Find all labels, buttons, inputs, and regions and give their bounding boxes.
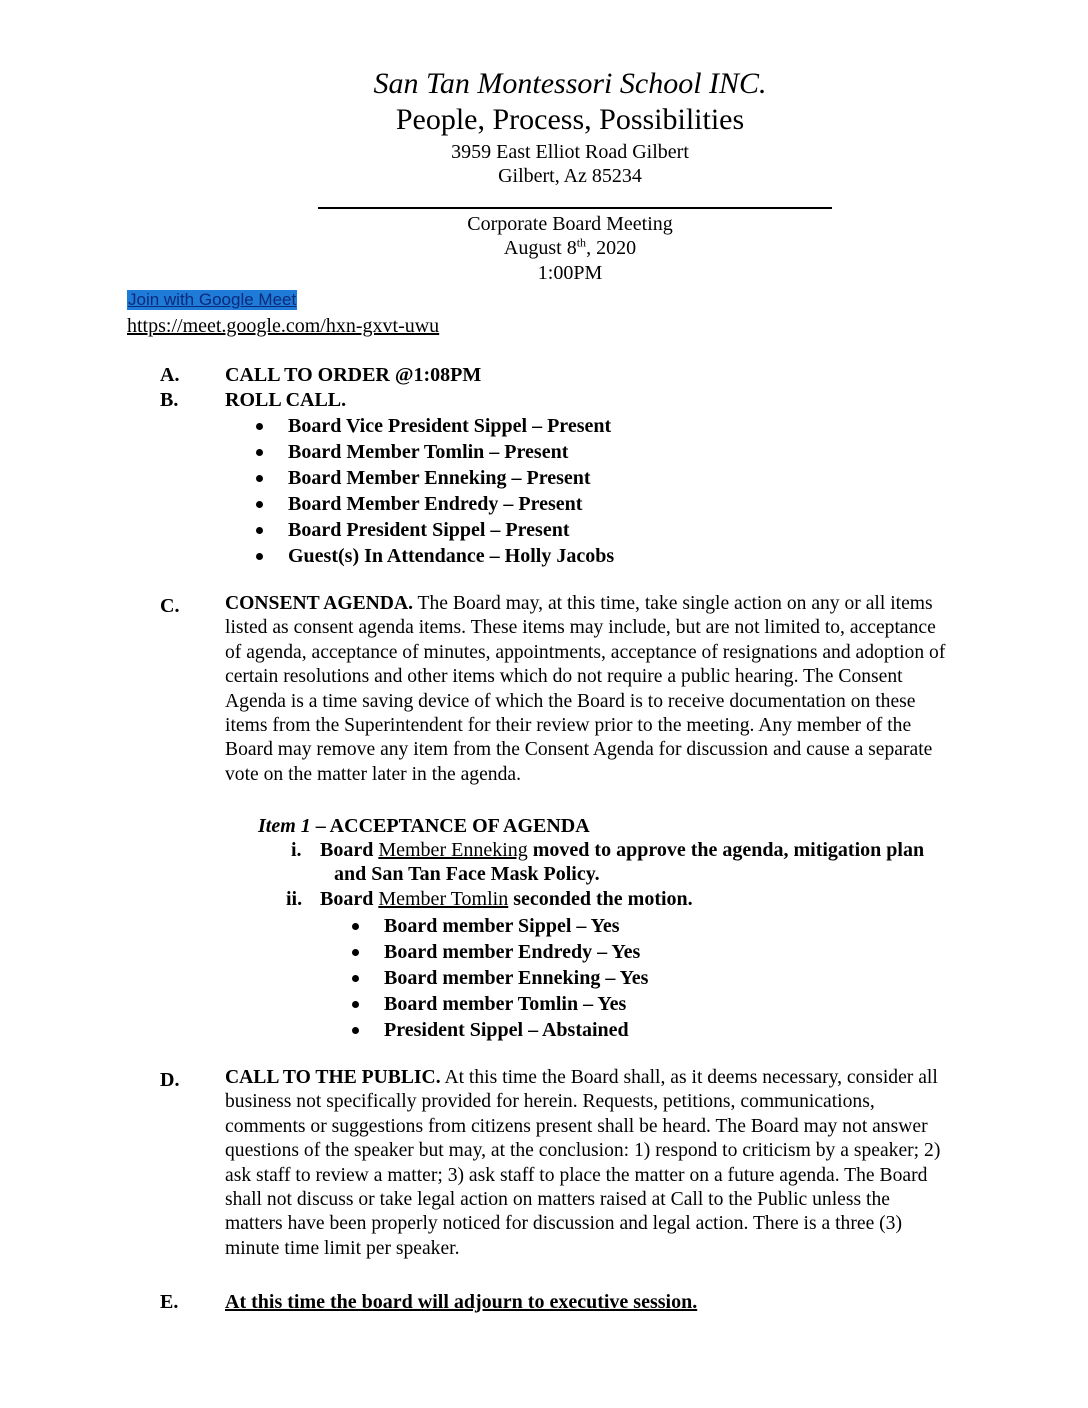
roll-call-item: Board Member Endredy – Present <box>288 493 583 515</box>
motion-i-number: i. <box>291 839 302 861</box>
bullet-icon <box>256 501 263 508</box>
paragraph-line: items from the Superintendent for their review prior to the meeting. Any member of the <box>225 715 912 737</box>
paragraph-line: At this time the Board shall, as it deems necessary, consider all <box>444 1067 938 1088</box>
motion-i-pre: Board <box>320 839 379 861</box>
bullet-icon <box>352 949 359 956</box>
paragraph-line: questions of the speaker but may, at the conclusion: 1) respond to criticism by a speaker; 2) <box>225 1140 941 1162</box>
address-line-2: Gilbert, Az 85234 <box>498 165 642 187</box>
paragraph-line: listed as consent agenda items. These items may include, but are not limited to, acceptance <box>225 617 936 639</box>
paragraph-line: ask staff to review a matter; 3) ask staff to place the matter on a future agenda. The Board <box>225 1164 928 1186</box>
roll-call-item: Board Member Tomlin – Present <box>288 441 569 463</box>
section-b-heading: ROLL CALL. <box>225 389 347 411</box>
paragraph-line: shall not discuss or take legal action on matters raised at Call to the Public unless the <box>225 1189 890 1211</box>
section-c-heading: CONSENT AGENDA. <box>225 593 413 614</box>
motion-ii-pre: Board <box>320 888 379 910</box>
vote-item: Board member Endredy – Yes <box>384 941 641 963</box>
motion-i <box>320 838 924 862</box>
bullet-icon <box>352 923 359 930</box>
section-d-body <box>225 1067 940 1259</box>
section-a-letter: A. <box>160 364 180 386</box>
section-c-letter: C. <box>160 595 180 617</box>
meeting-time: 1:00PM <box>537 262 603 284</box>
bullet-icon <box>256 553 263 560</box>
bullet-icon <box>352 1001 359 1008</box>
section-d-letter: D. <box>160 1069 180 1091</box>
roll-call-item: Board Vice President Sippel – Present <box>288 415 612 437</box>
paragraph-line: matters have been properly noticed for discussion and legal action. There is a three (3) <box>225 1213 903 1235</box>
school-name: San Tan Montessori School INC. <box>373 67 767 100</box>
item-1-heading <box>258 814 590 838</box>
paragraph-line: business not specifically provided for herein. Requests, petitions, communications, <box>225 1091 875 1113</box>
motion-i-member: Member Enneking <box>378 839 528 861</box>
paragraph-line: of agenda, acceptance of minutes, appointments, acceptance of resignations and adoption of <box>225 641 946 663</box>
bullet-icon <box>256 527 263 534</box>
meeting-date-suffix: th <box>576 235 587 250</box>
paragraph-line: Board may remove any item from the Consent Agenda for discussion and cause a separate <box>225 739 933 761</box>
paragraph-line: The Board may, at this time, take single action on any or all items <box>417 593 933 614</box>
motion-ii <box>320 887 693 911</box>
section-e-letter: E. <box>160 1291 179 1313</box>
section-d-heading: CALL TO THE PUBLIC. <box>225 1067 441 1088</box>
bullet-icon <box>352 975 359 982</box>
meeting-title: Corporate Board Meeting <box>467 213 673 235</box>
paragraph-line: certain resolutions and other items which do not require a public hearing. The Consent <box>225 666 903 688</box>
vote-item: Board member Sippel – Yes <box>384 915 620 937</box>
section-c-text <box>225 592 1025 787</box>
roll-call-item: Guest(s) In Attendance – Holly Jacobs <box>288 545 615 567</box>
section-d-text <box>225 1066 1025 1261</box>
motion-ii-number: ii. <box>286 888 303 910</box>
section-b-letter: B. <box>160 389 179 411</box>
address-line-1: 3959 East Elliot Road Gilbert <box>451 141 689 163</box>
section-e-heading: At this time the board will adjourn to executive session. <box>225 1291 698 1313</box>
bullet-icon <box>256 475 263 482</box>
paragraph-line: comments or suggestions from citizens present shall be heard. The Board may not answer <box>225 1115 928 1137</box>
meeting-date-day: August 8 <box>503 237 577 259</box>
vote-item: Board member Enneking – Yes <box>384 967 649 989</box>
item-1-title: – ACCEPTANCE OF AGENDA <box>315 815 590 837</box>
section-c-body <box>225 593 945 785</box>
bullet-icon <box>256 423 263 430</box>
motion-i-continued: and San Tan Face Mask Policy. <box>334 863 600 885</box>
motion-ii-member: Member Tomlin <box>378 888 509 910</box>
vote-item: Board member Tomlin – Yes <box>384 993 627 1015</box>
roll-call-item: Board Member Enneking – Present <box>288 467 591 489</box>
google-meet-url[interactable]: https://meet.google.com/hxn-gxvt-uwu <box>127 315 440 337</box>
paragraph-line: minute time limit per speaker. <box>225 1237 460 1259</box>
item-1-label: Item 1 <box>258 815 311 837</box>
bullet-icon <box>352 1027 359 1034</box>
vote-item: President Sippel – Abstained <box>384 1019 629 1041</box>
header-divider <box>318 207 832 209</box>
motion-ii-post: seconded the motion. <box>508 888 693 910</box>
meeting-date <box>0 236 1088 260</box>
school-tagline: People, Process, Possibilities <box>395 103 745 136</box>
paragraph-line: Agenda is a time saving device of which the Board is to receive documentation on these <box>225 690 916 712</box>
meeting-date-year: , 2020 <box>586 237 637 259</box>
google-meet-link[interactable]: Join with Google Meet <box>128 290 297 309</box>
roll-call-item: Board President Sippel – Present <box>288 519 570 541</box>
paragraph-line: vote on the matter later in the agenda. <box>225 763 521 785</box>
section-a-heading: CALL TO ORDER @1:08PM <box>225 364 482 386</box>
bullet-icon <box>256 449 263 456</box>
motion-i-post: moved to approve the agenda, mitigation plan <box>527 839 925 861</box>
